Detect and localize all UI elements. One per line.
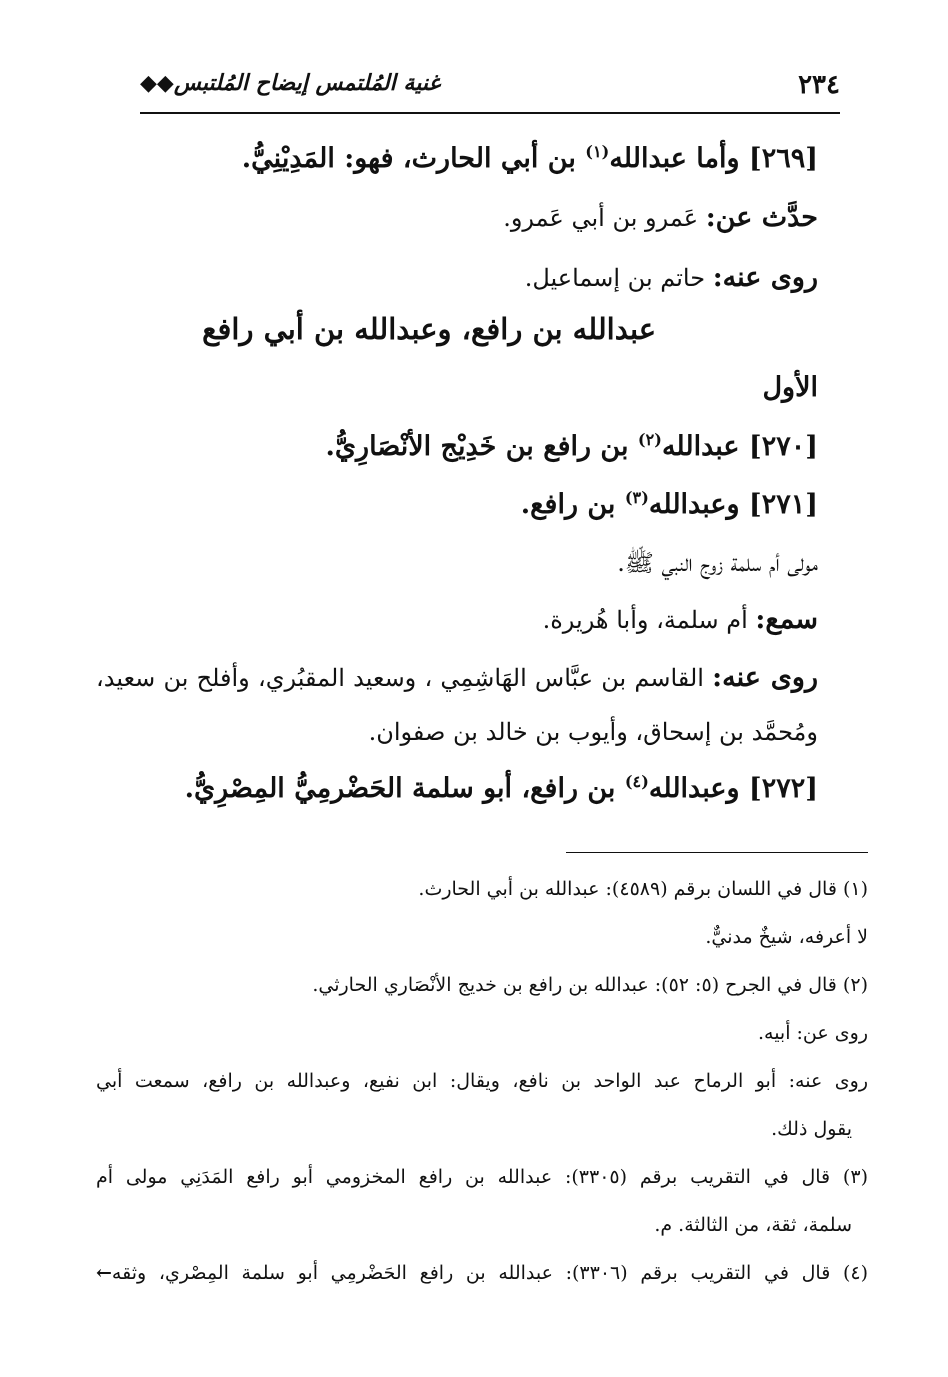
- entry-270: [٢٧٠] عبدالله$^{(٢)}$ بن رافع بن خَدِيْج الأنْصَارِيُّ.: [325, 430, 818, 462]
- footnote-3: (٣) قال في التقريب برقم (٣٣٠٥): عبدالله بن رافع المخزومي أبو رافع المَدَنِي مولى أم: [96, 1166, 868, 1188]
- footnote-2: (٢) قال في الجرح (٥: ٥٢): عبدالله بن رافع بن خديج الأنْصَاري الحارثي.: [312, 974, 868, 996]
- footnote-2-cont: روى عن: أبيه.: [757, 1022, 868, 1044]
- footnote-ref: (٤): [624, 772, 649, 791]
- label: روى عنه:: [712, 662, 818, 693]
- entry-269: [٢٦٩] وأما عبدالله$^{(١)}$ بن أبي الحارث، فهو: المَدِيْنِيُّ.: [241, 142, 818, 174]
- footnote-ref: (٣): [624, 488, 649, 507]
- page-header: [140, 66, 840, 106]
- entry-number: [٢٧١]: [748, 489, 818, 520]
- label: سمع:: [755, 604, 818, 635]
- footnote-4: (٤) قال في التقريب برقم (٣٣٠٦): عبدالله بن رافع الحَضْرمِي أبو سلمة المِصْري، وثقه←: [96, 1262, 868, 1284]
- narrated-by-line-2: روى عنه: القاسم بن عبَّاس الهَاشِمِي ، وسعيد المقبُري، وأفلح بن سعيد،: [96, 662, 818, 693]
- page-number: ٢٣٤: [798, 70, 840, 100]
- entry-number: [٢٧٢]: [748, 773, 818, 804]
- subheading: الأول: [762, 372, 818, 403]
- entry-number: [٢٧٠]: [748, 431, 818, 462]
- footnote-ref: (١): [585, 142, 610, 161]
- narrated-by-continuation: ومُحمَّد بن إسحاق، وأيوب بن خالد بن صفوان.: [368, 718, 818, 746]
- heard-line: سمع: أم سلمة، وأبا هُريرة.: [542, 604, 818, 635]
- client-line: مولى أم سلمة زوج النبي ﷺ.: [617, 549, 818, 577]
- footnote-3-cont: سلمة، ثقة، من الثالثة. م.: [654, 1214, 852, 1236]
- entry-271: [٢٧١] وعبدالله$^{(٣)}$ بن رافع.: [520, 488, 818, 520]
- section-heading: عبدالله بن رافع، وعبدالله بن أبي رافع: [202, 312, 656, 346]
- footnote-2-cont: روى عنه: أبو الرماح عبد الواحد بن نافع، ويقال: ابن نفيع، وعبدالله بن رافع، سمعت أبي: [96, 1070, 868, 1092]
- footnote-ref: (٢): [637, 430, 662, 449]
- entry-number: [٢٦٩]: [748, 143, 818, 174]
- entry-272: [٢٧٢] وعبدالله$^{(٤)}$ بن رافع، أبو سلمة الحَضْرمِيُّ المِصْرِيُّ.: [184, 772, 818, 804]
- footnote-2-cont: يقول ذلك.: [771, 1118, 852, 1140]
- footnote-1: (١) قال في اللسان برقم (٤٥٨٩): عبدالله بن أبي الحارث.: [418, 878, 868, 900]
- label: روى عنه:: [712, 262, 818, 293]
- header-rule: [140, 112, 840, 114]
- label: حدَّث عن:: [705, 202, 818, 233]
- narrated-from-line: حدَّث عن: عَمرو بن أبي عَمرو.: [503, 202, 818, 233]
- footnote-1-cont: لا أعرفه، شيخٌ مدنيٌّ.: [705, 926, 868, 948]
- continuation-arrow-icon: ←: [96, 1262, 112, 1284]
- footnote-separator: [566, 852, 868, 853]
- running-title: غنية المُلتمس إيضاح المُلتبس◆◆: [140, 70, 440, 96]
- narrated-by-line: روى عنه: حاتم بن إسماعيل.: [524, 262, 818, 293]
